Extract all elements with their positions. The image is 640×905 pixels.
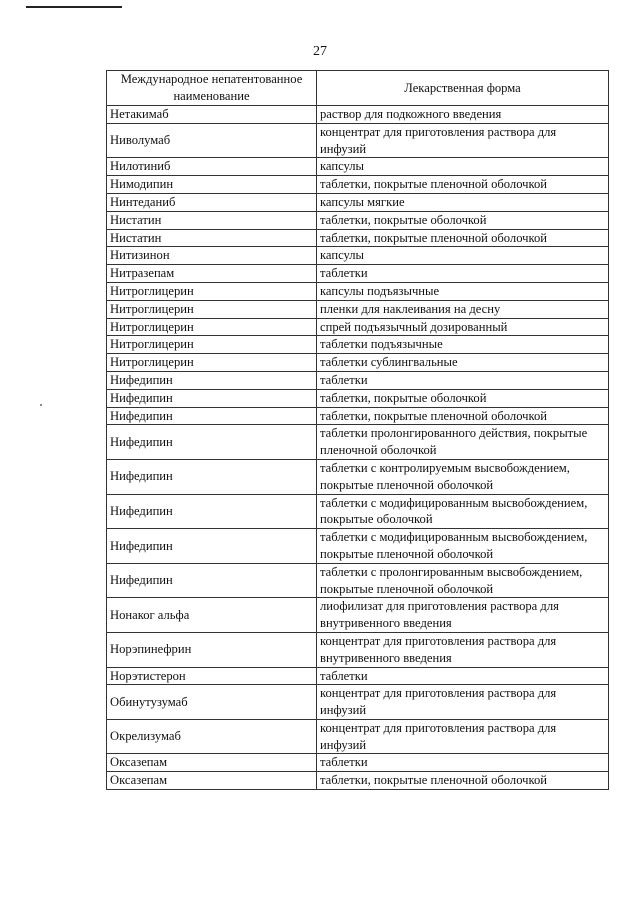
dosage-form-cell: капсулы xyxy=(317,158,609,176)
table-row xyxy=(107,265,609,283)
dosage-form-cell: концентрат для приготовления раствора для инфузий xyxy=(317,685,609,720)
table-row xyxy=(107,158,609,176)
drug-name-cell: Нитроглицерин xyxy=(107,318,317,336)
drug-name-cell: Норэтистерон xyxy=(107,667,317,685)
drug-name-cell: Нитроглицерин xyxy=(107,354,317,372)
table-row xyxy=(107,106,609,124)
dosage-form-cell: таблетки пролонгированного действия, покрытые пленочной оболочкой xyxy=(317,425,609,460)
dosage-form-cell: концентрат для приготовления раствора для внутривенного введения xyxy=(317,632,609,667)
drug-name-cell: Нимодипин xyxy=(107,176,317,194)
drug-name-cell: Норэпинефрин xyxy=(107,632,317,667)
table-row xyxy=(107,719,609,754)
table-header-row xyxy=(107,71,609,106)
dosage-form-cell: таблетки с контролируемым высвобождением, покрытые пленочной оболочкой xyxy=(317,459,609,494)
dosage-form-cell: таблетки xyxy=(317,667,609,685)
drug-name-cell: Нилотиниб xyxy=(107,158,317,176)
dosage-form-cell: таблетки с пролонгированным высвобождением, покрытые пленочной оболочкой xyxy=(317,563,609,598)
drug-name-cell: Нифедипин xyxy=(107,371,317,389)
drug-name-cell: Нитизинон xyxy=(107,247,317,265)
table-row xyxy=(107,282,609,300)
dosage-form-cell: таблетки, покрытые оболочкой xyxy=(317,211,609,229)
drug-name-cell: Нифедипин xyxy=(107,494,317,529)
dosage-form-cell: таблетки сублингвальные xyxy=(317,354,609,372)
dosage-form-cell: таблетки, покрытые пленочной оболочкой xyxy=(317,407,609,425)
dosage-form-cell: спрей подъязычный дозированный xyxy=(317,318,609,336)
drug-name-cell: Нистатин xyxy=(107,211,317,229)
dosage-form-cell: таблетки с модифицированным высвобождением, покрытые пленочной оболочкой xyxy=(317,529,609,564)
dosage-form-cell: капсулы xyxy=(317,247,609,265)
drug-name-cell: Нитроглицерин xyxy=(107,336,317,354)
dosage-form-cell: концентрат для приготовления раствора для инфузий xyxy=(317,719,609,754)
dosage-form-cell: таблетки xyxy=(317,371,609,389)
scan-artifact-dot xyxy=(40,404,42,406)
table-row xyxy=(107,300,609,318)
table-row xyxy=(107,371,609,389)
dosage-form-cell: таблетки xyxy=(317,265,609,283)
medication-table xyxy=(106,70,609,790)
table-row xyxy=(107,229,609,247)
table-row xyxy=(107,459,609,494)
table-row xyxy=(107,354,609,372)
table-row xyxy=(107,193,609,211)
table-row xyxy=(107,318,609,336)
table-body xyxy=(107,106,609,790)
drug-name-cell: Ниволумаб xyxy=(107,123,317,158)
page-number: 27 xyxy=(313,44,327,59)
scan-edge-mark xyxy=(26,6,122,8)
dosage-form-cell: лиофилизат для приготовления раствора для внутривенного введения xyxy=(317,598,609,633)
drug-name-cell: Нитразепам xyxy=(107,265,317,283)
table-row xyxy=(107,211,609,229)
drug-name-cell: Нинтеданиб xyxy=(107,193,317,211)
table-row xyxy=(107,336,609,354)
table-row xyxy=(107,598,609,633)
table-row xyxy=(107,667,609,685)
drug-name-cell: Обинутузумаб xyxy=(107,685,317,720)
drug-name-cell: Нитроглицерин xyxy=(107,300,317,318)
dosage-form-cell: таблетки подъязычные xyxy=(317,336,609,354)
dosage-form-cell: раствор для подкожного введения xyxy=(317,106,609,124)
table-row xyxy=(107,389,609,407)
dosage-form-cell: пленки для наклеивания на десну xyxy=(317,300,609,318)
drug-name-cell: Оксазепам xyxy=(107,754,317,772)
drug-name-cell: Нитроглицерин xyxy=(107,282,317,300)
dosage-form-cell: таблетки xyxy=(317,754,609,772)
table-row xyxy=(107,123,609,158)
drug-name-cell: Окрелизумаб xyxy=(107,719,317,754)
dosage-form-cell: таблетки с модифицированным высвобождением, покрытые оболочкой xyxy=(317,494,609,529)
dosage-form-cell: таблетки, покрытые пленочной оболочкой xyxy=(317,176,609,194)
table-row xyxy=(107,176,609,194)
column-header-dosage-form: Лекарственная форма xyxy=(317,71,609,106)
dosage-form-cell: концентрат для приготовления раствора для инфузий xyxy=(317,123,609,158)
dosage-form-cell: капсулы мягкие xyxy=(317,193,609,211)
drug-name-cell: Нифедипин xyxy=(107,425,317,460)
table-row xyxy=(107,754,609,772)
drug-name-cell: Оксазепам xyxy=(107,772,317,790)
drug-name-cell: Нифедипин xyxy=(107,529,317,564)
table-row xyxy=(107,425,609,460)
dosage-form-cell: таблетки, покрытые оболочкой xyxy=(317,389,609,407)
table-row xyxy=(107,529,609,564)
dosage-form-cell: таблетки, покрытые пленочной оболочкой xyxy=(317,229,609,247)
drug-name-cell: Нифедипин xyxy=(107,389,317,407)
drug-name-cell: Нифедипин xyxy=(107,563,317,598)
drug-name-cell: Нистатин xyxy=(107,229,317,247)
table-row xyxy=(107,563,609,598)
drug-name-cell: Нифедипин xyxy=(107,459,317,494)
dosage-form-cell: капсулы подъязычные xyxy=(317,282,609,300)
dosage-form-cell: таблетки, покрытые пленочной оболочкой xyxy=(317,772,609,790)
column-header-inn: Международное непатентованное наименование xyxy=(107,71,317,106)
table-row xyxy=(107,494,609,529)
drug-name-cell: Нонаког альфа xyxy=(107,598,317,633)
table-row xyxy=(107,632,609,667)
drug-name-cell: Нифедипин xyxy=(107,407,317,425)
table-row xyxy=(107,772,609,790)
table-row xyxy=(107,685,609,720)
table-row xyxy=(107,407,609,425)
drug-name-cell: Нетакимаб xyxy=(107,106,317,124)
table-row xyxy=(107,247,609,265)
